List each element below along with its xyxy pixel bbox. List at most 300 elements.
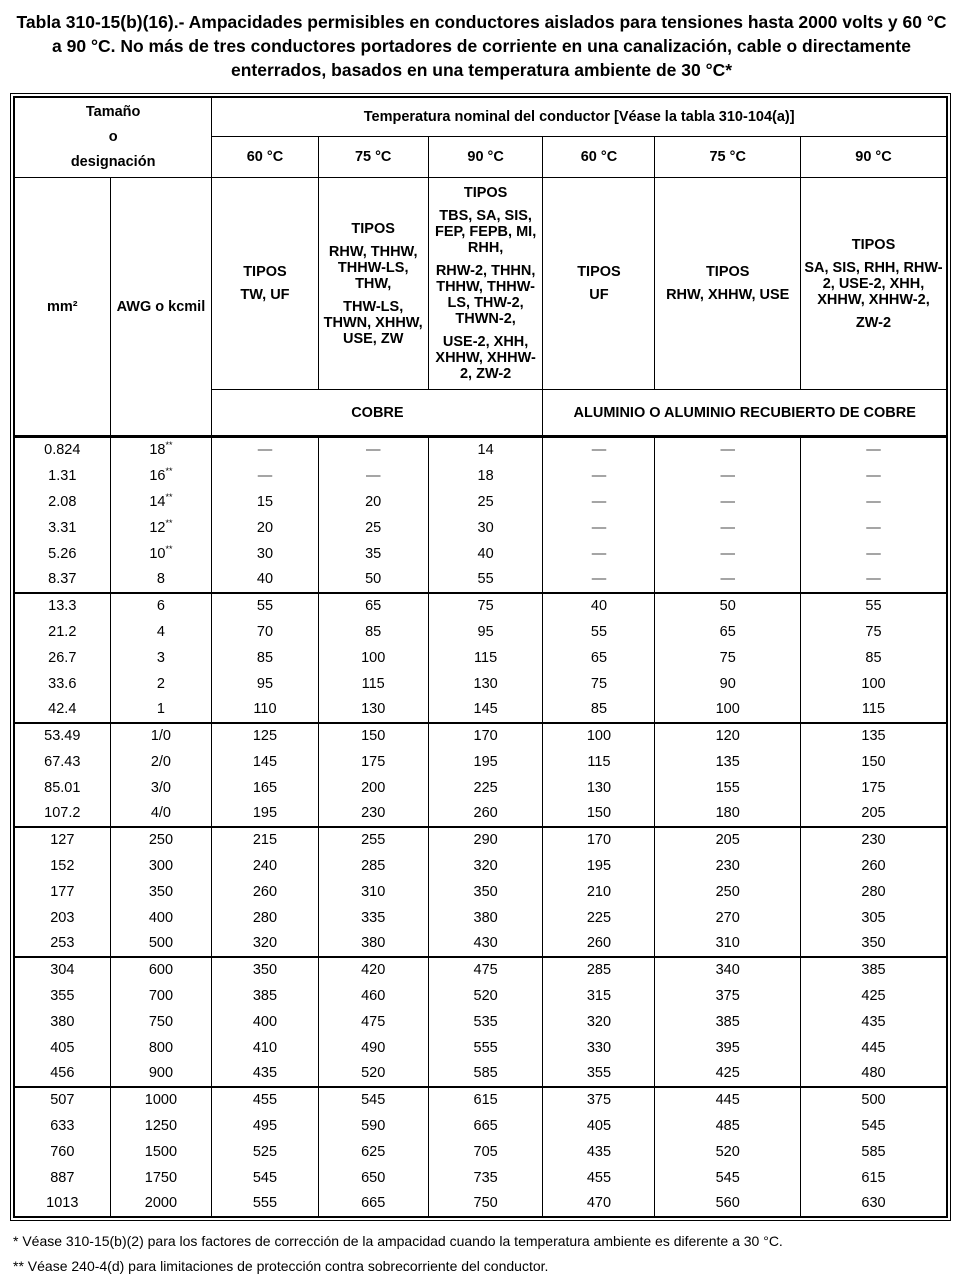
tipos-line: USE-2, XHH, XHHW, XHHW-2, ZW-2 — [435, 334, 536, 382]
conductor-size-group — [14, 957, 947, 1087]
tipos-line: RHW, THHW, THHW-LS, THW, — [328, 243, 418, 292]
cell-mm2: 507 — [14, 1087, 110, 1113]
cell-cobre-60c: 545 — [212, 1165, 318, 1191]
cell-aluminio-60c: 65 — [543, 645, 655, 671]
cell-aluminio-75c: 545 — [655, 1165, 801, 1191]
tipos-line: TW, UF — [240, 287, 290, 303]
cell-cobre-75c: 420 — [318, 957, 428, 983]
cell-aluminio-60c: 100 — [543, 723, 655, 749]
cell-awg-kcmil: 400 — [110, 905, 212, 931]
cell-aluminio-75c: 250 — [655, 879, 801, 905]
cell-aluminio-90c: 135 — [800, 723, 947, 749]
table-row — [14, 671, 947, 697]
cell-awg-kcmil: 6 — [110, 593, 212, 619]
cell-awg-kcmil: 10** — [110, 541, 212, 567]
cell-awg-kcmil: 2 — [110, 671, 212, 697]
cell-aluminio-90c: — — [800, 567, 947, 593]
tipos-line: RHW, XHHW, USE — [666, 287, 790, 303]
cell-aluminio-60c: 455 — [543, 1165, 655, 1191]
cell-cobre-90c: 665 — [428, 1113, 543, 1139]
cell-awg-kcmil: 1500 — [110, 1139, 212, 1165]
temp-column-header: 90 °C — [800, 136, 947, 177]
tipos-line: ZW-2 — [855, 314, 892, 331]
cell-awg-kcmil: 8 — [110, 567, 212, 593]
cell-aluminio-75c: — — [655, 567, 801, 593]
footnote-marker: ** — [165, 517, 173, 528]
cell-cobre-90c: 18 — [428, 463, 543, 489]
cell-aluminio-75c: — — [655, 515, 801, 541]
cell-aluminio-60c: 330 — [543, 1035, 655, 1061]
cell-cobre-60c: 30 — [212, 541, 318, 567]
cell-cobre-90c: 735 — [428, 1165, 543, 1191]
cell-cobre-75c: 200 — [318, 775, 428, 801]
cell-cobre-90c: 225 — [428, 775, 543, 801]
table-row — [14, 1191, 947, 1217]
table-frame — [10, 93, 951, 1221]
cell-cobre-90c: 75 — [428, 593, 543, 619]
table-row — [14, 1061, 947, 1087]
cell-cobre-60c: 320 — [212, 931, 318, 957]
tipos-header-aluminio-75c — [655, 178, 801, 390]
cell-awg-kcmil: 2/0 — [110, 749, 212, 775]
temperature-group-header: Temperatura nominal del conductor [Véase la tabla 310-104(a)] — [212, 97, 947, 136]
cell-cobre-75c: 65 — [318, 593, 428, 619]
cell-aluminio-90c: 545 — [800, 1113, 947, 1139]
cell-aluminio-60c: 435 — [543, 1139, 655, 1165]
cell-mm2: 0.824 — [14, 437, 110, 463]
cell-cobre-75c: 335 — [318, 905, 428, 931]
cell-aluminio-60c: 320 — [543, 1009, 655, 1035]
cell-aluminio-75c: 425 — [655, 1061, 801, 1087]
cell-aluminio-75c: 445 — [655, 1087, 801, 1113]
cell-mm2: 107.2 — [14, 801, 110, 827]
cell-cobre-60c: 495 — [212, 1113, 318, 1139]
cell-cobre-75c: — — [318, 463, 428, 489]
size-designation-line: Tamaño — [85, 104, 141, 120]
cell-aluminio-60c: 210 — [543, 879, 655, 905]
cell-mm2: 456 — [14, 1061, 110, 1087]
table-row — [14, 879, 947, 905]
cell-aluminio-90c: 445 — [800, 1035, 947, 1061]
cell-aluminio-90c: 55 — [800, 593, 947, 619]
cell-aluminio-75c: 485 — [655, 1113, 801, 1139]
table-row — [14, 463, 947, 489]
cell-mm2: 1.31 — [14, 463, 110, 489]
cell-cobre-90c: 115 — [428, 645, 543, 671]
cell-aluminio-75c: 340 — [655, 957, 801, 983]
cell-cobre-75c: 35 — [318, 541, 428, 567]
cell-aluminio-60c: 85 — [543, 697, 655, 723]
cell-cobre-75c: 650 — [318, 1165, 428, 1191]
conductor-size-group — [14, 437, 947, 593]
awg-kcmil-column-header: AWG o kcmil — [110, 178, 212, 437]
cell-cobre-60c: 350 — [212, 957, 318, 983]
cell-aluminio-75c: — — [655, 437, 801, 463]
table-row — [14, 489, 947, 515]
table-row — [14, 853, 947, 879]
cell-cobre-60c: 40 — [212, 567, 318, 593]
cell-cobre-90c: 260 — [428, 801, 543, 827]
cell-awg-kcmil: 1750 — [110, 1165, 212, 1191]
cell-aluminio-90c: — — [800, 463, 947, 489]
cell-aluminio-75c: — — [655, 463, 801, 489]
cell-mm2: 152 — [14, 853, 110, 879]
cell-aluminio-90c: 85 — [800, 645, 947, 671]
cell-cobre-75c: 175 — [318, 749, 428, 775]
cell-cobre-60c: 410 — [212, 1035, 318, 1061]
cell-aluminio-90c: 75 — [800, 619, 947, 645]
table-row — [14, 1113, 947, 1139]
conductor-size-group — [14, 593, 947, 723]
cell-cobre-75c: 665 — [318, 1191, 428, 1217]
cell-mm2: 1013 — [14, 1191, 110, 1217]
cell-mm2: 67.43 — [14, 749, 110, 775]
cell-aluminio-60c: 75 — [543, 671, 655, 697]
table-title: Tabla 310-15(b)(16).- Ampacidades permisibles en conductores aislados para tensiones hasta 2000 volts y 60 °C a 90 °C. No más de tres conductores portadores de corriente en una canalización, cable o directamente enterrados, basados en una temperatura ambiente de 30 °C* — [16, 12, 947, 80]
cell-cobre-75c: 380 — [318, 931, 428, 957]
cell-aluminio-60c: 130 — [543, 775, 655, 801]
cell-cobre-90c: 535 — [428, 1009, 543, 1035]
cell-aluminio-75c: 375 — [655, 983, 801, 1009]
cell-mm2: 13.3 — [14, 593, 110, 619]
table-row — [14, 515, 947, 541]
cell-cobre-75c: 590 — [318, 1113, 428, 1139]
footnote-marker: ** — [165, 440, 173, 451]
cell-aluminio-90c: 480 — [800, 1061, 947, 1087]
cell-cobre-60c: 260 — [212, 879, 318, 905]
cell-aluminio-90c: 350 — [800, 931, 947, 957]
cell-mm2: 253 — [14, 931, 110, 957]
cell-aluminio-90c: — — [800, 489, 947, 515]
tipos-line: TIPOS — [243, 264, 287, 280]
cell-cobre-75c: 520 — [318, 1061, 428, 1087]
cell-cobre-90c: 615 — [428, 1087, 543, 1113]
cell-aluminio-75c: 270 — [655, 905, 801, 931]
cell-aluminio-75c: 205 — [655, 827, 801, 853]
cell-aluminio-60c: 375 — [543, 1087, 655, 1113]
conductor-size-group — [14, 1087, 947, 1217]
table-row — [14, 723, 947, 749]
tipos-line: THW-LS, THWN, XHHW, USE, ZW — [323, 298, 423, 347]
ampacity-table — [13, 96, 948, 1218]
cell-aluminio-75c: 395 — [655, 1035, 801, 1061]
cell-aluminio-60c: — — [543, 489, 655, 515]
cell-cobre-75c: 20 — [318, 489, 428, 515]
cell-aluminio-90c: 100 — [800, 671, 947, 697]
tipos-header-cobre-60c — [212, 178, 318, 390]
cell-mm2: 304 — [14, 957, 110, 983]
cell-aluminio-90c: — — [800, 541, 947, 567]
cell-cobre-90c: 40 — [428, 541, 543, 567]
cell-mm2: 887 — [14, 1165, 110, 1191]
cell-awg-kcmil: 1000 — [110, 1087, 212, 1113]
cell-awg-kcmil: 250 — [110, 827, 212, 853]
conductor-size-group — [14, 723, 947, 827]
cell-awg-kcmil: 3 — [110, 645, 212, 671]
table-header — [14, 97, 947, 437]
table-row — [14, 1165, 947, 1191]
cell-aluminio-90c: 615 — [800, 1165, 947, 1191]
cell-aluminio-60c: 225 — [543, 905, 655, 931]
cell-cobre-75c: 545 — [318, 1087, 428, 1113]
cell-aluminio-90c: 260 — [800, 853, 947, 879]
table-row — [14, 1087, 947, 1113]
cell-cobre-90c: 145 — [428, 697, 543, 723]
cell-aluminio-90c: 585 — [800, 1139, 947, 1165]
cell-cobre-75c: 230 — [318, 801, 428, 827]
cell-mm2: 26.7 — [14, 645, 110, 671]
cell-cobre-75c: 115 — [318, 671, 428, 697]
cell-aluminio-75c: 560 — [655, 1191, 801, 1217]
tipos-line: SA, SIS, RHH, RHW-2, USE-2, XHH, XHHW, XHHW-2, — [804, 259, 943, 308]
cell-awg-kcmil: 4/0 — [110, 801, 212, 827]
footnote-ambient-temperature: * Véase 310-15(b)(2) para los factores de corrección de la ampacidad cuando la temperatura ambiente es diferente a 30 °C. — [13, 1232, 783, 1249]
cell-aluminio-90c: 305 — [800, 905, 947, 931]
cell-aluminio-60c: 285 — [543, 957, 655, 983]
cell-cobre-60c: 165 — [212, 775, 318, 801]
cell-aluminio-75c: — — [655, 489, 801, 515]
cell-aluminio-60c: 405 — [543, 1113, 655, 1139]
cell-aluminio-60c: — — [543, 437, 655, 463]
cell-aluminio-60c: — — [543, 515, 655, 541]
cell-cobre-90c: 55 — [428, 567, 543, 593]
cell-aluminio-90c: 385 — [800, 957, 947, 983]
cell-aluminio-75c: — — [655, 541, 801, 567]
cell-awg-kcmil: 750 — [110, 1009, 212, 1035]
cell-aluminio-90c: 205 — [800, 801, 947, 827]
cell-aluminio-75c: 385 — [655, 1009, 801, 1035]
cell-aluminio-90c: 115 — [800, 697, 947, 723]
table-row — [14, 801, 947, 827]
table-row — [14, 1009, 947, 1035]
cell-aluminio-60c: 315 — [543, 983, 655, 1009]
table-row — [14, 983, 947, 1009]
cell-cobre-90c: 195 — [428, 749, 543, 775]
cobre-section-header: COBRE — [212, 390, 543, 437]
header-row-tipos — [14, 178, 947, 390]
cell-aluminio-90c: 425 — [800, 983, 947, 1009]
tipos-header-cobre-90c — [428, 178, 543, 390]
cell-cobre-60c: 400 — [212, 1009, 318, 1035]
cell-awg-kcmil: 1/0 — [110, 723, 212, 749]
temp-column-header: 75 °C — [655, 136, 801, 177]
footnote-marker: ** — [165, 491, 173, 502]
cell-awg-kcmil: 600 — [110, 957, 212, 983]
cell-cobre-60c: 70 — [212, 619, 318, 645]
cell-aluminio-75c: 520 — [655, 1139, 801, 1165]
cell-aluminio-90c: — — [800, 437, 947, 463]
cell-mm2: 355 — [14, 983, 110, 1009]
cell-awg-kcmil: 300 — [110, 853, 212, 879]
cell-awg-kcmil: 350 — [110, 879, 212, 905]
table-row — [14, 827, 947, 853]
tipos-line: TIPOS — [851, 236, 896, 253]
cell-cobre-60c: — — [212, 463, 318, 489]
cell-mm2: 2.08 — [14, 489, 110, 515]
cell-cobre-75c: 25 — [318, 515, 428, 541]
cell-cobre-90c: 705 — [428, 1139, 543, 1165]
table-row — [14, 775, 947, 801]
cell-mm2: 85.01 — [14, 775, 110, 801]
cell-aluminio-90c: — — [800, 515, 947, 541]
cell-cobre-60c: 125 — [212, 723, 318, 749]
mm2-column-header: mm² — [14, 178, 110, 437]
cell-aluminio-60c: 355 — [543, 1061, 655, 1087]
cell-cobre-75c: 150 — [318, 723, 428, 749]
cell-cobre-90c: 170 — [428, 723, 543, 749]
cell-cobre-90c: 750 — [428, 1191, 543, 1217]
cell-cobre-60c: 20 — [212, 515, 318, 541]
cell-cobre-75c: 310 — [318, 879, 428, 905]
cell-aluminio-60c: 260 — [543, 931, 655, 957]
cell-cobre-75c: 130 — [318, 697, 428, 723]
cell-cobre-60c: 385 — [212, 983, 318, 1009]
cell-aluminio-60c: 195 — [543, 853, 655, 879]
cell-cobre-60c: 55 — [212, 593, 318, 619]
cell-cobre-90c: 320 — [428, 853, 543, 879]
cell-mm2: 127 — [14, 827, 110, 853]
cell-cobre-60c: 555 — [212, 1191, 318, 1217]
table-row — [14, 619, 947, 645]
aluminio-section-header: ALUMINIO O ALUMINIO RECUBIERTO DE COBRE — [543, 390, 947, 437]
cell-awg-kcmil: 18** — [110, 437, 212, 463]
cell-awg-kcmil: 500 — [110, 931, 212, 957]
table-row — [14, 567, 947, 593]
cell-mm2: 42.4 — [14, 697, 110, 723]
tipos-header-cobre-75c — [318, 178, 428, 390]
table-row — [14, 905, 947, 931]
cell-aluminio-75c: 120 — [655, 723, 801, 749]
cell-awg-kcmil: 2000 — [110, 1191, 212, 1217]
cell-cobre-60c: 110 — [212, 697, 318, 723]
cell-cobre-60c: 195 — [212, 801, 318, 827]
cell-cobre-60c: 240 — [212, 853, 318, 879]
cell-aluminio-60c: 150 — [543, 801, 655, 827]
cell-aluminio-60c: 55 — [543, 619, 655, 645]
table-row — [14, 749, 947, 775]
cell-cobre-90c: 430 — [428, 931, 543, 957]
cell-cobre-60c: 145 — [212, 749, 318, 775]
cell-aluminio-75c: 180 — [655, 801, 801, 827]
cell-aluminio-90c: 150 — [800, 749, 947, 775]
cell-mm2: 3.31 — [14, 515, 110, 541]
cell-cobre-75c: 285 — [318, 853, 428, 879]
tipos-line: TIPOS — [577, 264, 621, 280]
temp-column-header: 90 °C — [428, 136, 543, 177]
tipos-line: TIPOS — [463, 185, 508, 201]
temp-column-header: 75 °C — [318, 136, 428, 177]
table-row — [14, 931, 947, 957]
cell-cobre-90c: 380 — [428, 905, 543, 931]
cell-cobre-75c: 625 — [318, 1139, 428, 1165]
cell-aluminio-75c: 75 — [655, 645, 801, 671]
cell-awg-kcmil: 1 — [110, 697, 212, 723]
size-designation-line: o — [108, 129, 118, 145]
cell-awg-kcmil: 900 — [110, 1061, 212, 1087]
cell-cobre-60c: 215 — [212, 827, 318, 853]
cell-cobre-90c: 350 — [428, 879, 543, 905]
cell-mm2: 405 — [14, 1035, 110, 1061]
table-row — [14, 593, 947, 619]
cell-awg-kcmil: 4 — [110, 619, 212, 645]
table-row — [14, 541, 947, 567]
cell-aluminio-75c: 155 — [655, 775, 801, 801]
cell-aluminio-90c: 500 — [800, 1087, 947, 1113]
tipos-line: TBS, SA, SIS, FEP, FEPB, MI, RHH, — [434, 208, 537, 256]
cell-aluminio-90c: 175 — [800, 775, 947, 801]
cell-aluminio-75c: 90 — [655, 671, 801, 697]
cell-aluminio-75c: 310 — [655, 931, 801, 957]
cell-mm2: 8.37 — [14, 567, 110, 593]
cell-cobre-60c: 525 — [212, 1139, 318, 1165]
cell-cobre-75c: 50 — [318, 567, 428, 593]
table-row — [14, 957, 947, 983]
cell-cobre-60c: 95 — [212, 671, 318, 697]
cell-mm2: 21.2 — [14, 619, 110, 645]
cell-awg-kcmil: 14** — [110, 489, 212, 515]
cell-cobre-75c: 475 — [318, 1009, 428, 1035]
cell-mm2: 760 — [14, 1139, 110, 1165]
conductor-size-group — [14, 827, 947, 957]
cell-aluminio-75c: 50 — [655, 593, 801, 619]
tipos-line: UF — [589, 287, 609, 303]
cell-aluminio-60c: — — [543, 567, 655, 593]
cell-cobre-75c: 490 — [318, 1035, 428, 1061]
cell-cobre-60c: 435 — [212, 1061, 318, 1087]
size-designation-line: designación — [70, 154, 156, 170]
cell-mm2: 33.6 — [14, 671, 110, 697]
cell-mm2: 203 — [14, 905, 110, 931]
cell-awg-kcmil: 12** — [110, 515, 212, 541]
cell-mm2: 380 — [14, 1009, 110, 1035]
cell-aluminio-90c: 280 — [800, 879, 947, 905]
table-row — [14, 645, 947, 671]
cell-aluminio-60c: 40 — [543, 593, 655, 619]
cell-cobre-75c: 255 — [318, 827, 428, 853]
tipos-line: TIPOS — [351, 220, 395, 237]
cell-aluminio-60c: — — [543, 463, 655, 489]
cell-cobre-90c: 30 — [428, 515, 543, 541]
cell-aluminio-60c: — — [543, 541, 655, 567]
cell-cobre-90c: 555 — [428, 1035, 543, 1061]
cell-aluminio-90c: 630 — [800, 1191, 947, 1217]
table-row — [14, 1035, 947, 1061]
cell-cobre-90c: 25 — [428, 489, 543, 515]
cell-aluminio-75c: 230 — [655, 853, 801, 879]
temp-column-header: 60 °C — [543, 136, 655, 177]
cell-cobre-75c: 100 — [318, 645, 428, 671]
table-row — [14, 1139, 947, 1165]
cell-cobre-90c: 585 — [428, 1061, 543, 1087]
cell-aluminio-75c: 135 — [655, 749, 801, 775]
footnote-overcurrent-protection: ** Véase 240-4(d) para limitaciones de protección contra sobrecorriente del conductor. — [13, 1257, 549, 1274]
cell-cobre-90c: 130 — [428, 671, 543, 697]
cell-cobre-90c: 95 — [428, 619, 543, 645]
cell-cobre-60c: 280 — [212, 905, 318, 931]
tipos-line: TIPOS — [705, 264, 750, 280]
cell-aluminio-60c: 115 — [543, 749, 655, 775]
footnote-marker: ** — [165, 465, 173, 476]
cell-cobre-75c: — — [318, 437, 428, 463]
header-row-1 — [14, 97, 947, 136]
cell-aluminio-60c: 470 — [543, 1191, 655, 1217]
cell-mm2: 177 — [14, 879, 110, 905]
cell-awg-kcmil: 1250 — [110, 1113, 212, 1139]
cell-cobre-90c: 520 — [428, 983, 543, 1009]
temp-column-header: 60 °C — [212, 136, 318, 177]
cell-aluminio-90c: 435 — [800, 1009, 947, 1035]
tipos-header-aluminio-90c — [800, 178, 947, 390]
